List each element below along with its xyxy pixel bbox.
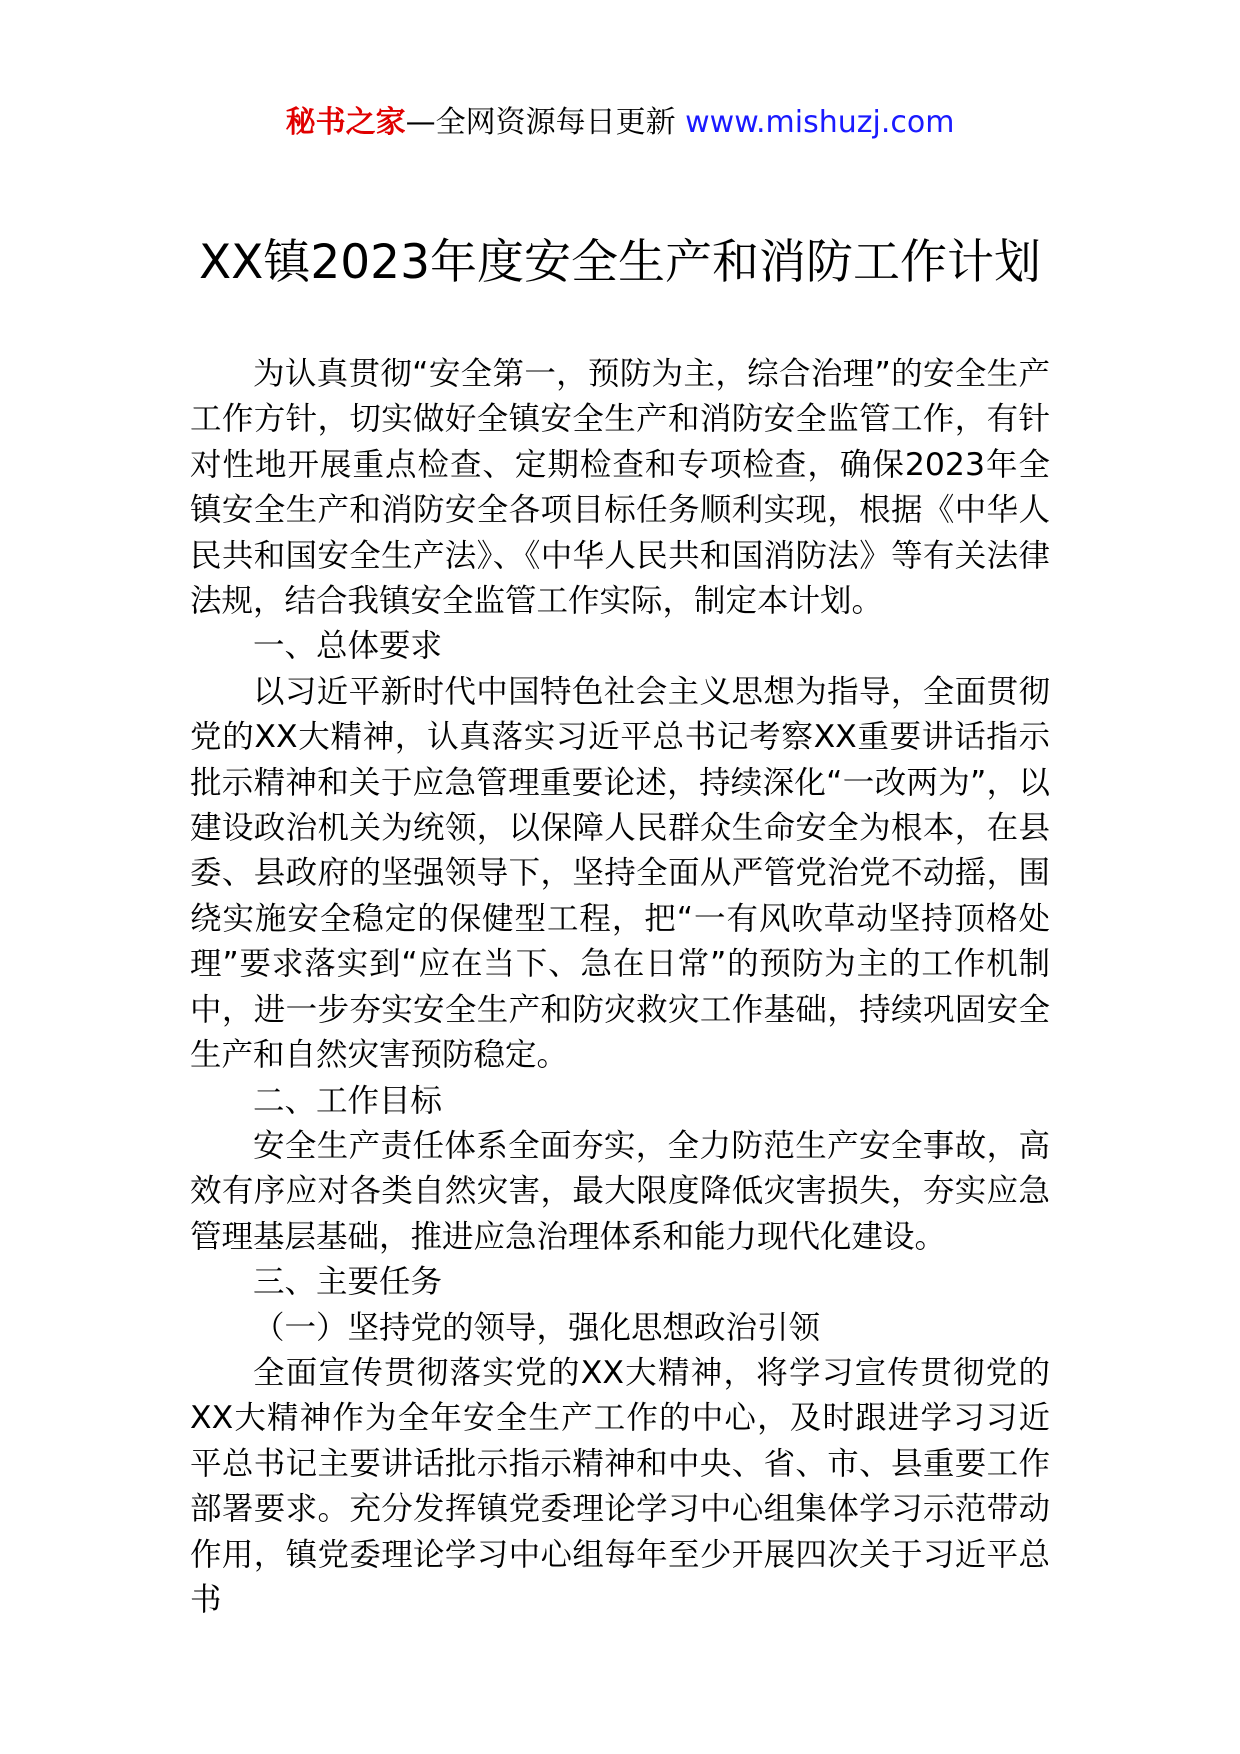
intro-paragraph: 为认真贯彻“安全第一，预防为主，综合治理”的安全生产工作方针，切实做好全镇安全生产和消防安全监管工作，有针对性地开展重点检查、定期检查和专项检查，确保2023年全镇安全生产和消防安全各项目标任务顺利实现，根据《中华人民共和国安全生产法》、《中华人民共和国消防法》等有关法律法规，结合我镇安全监管工作实际，制定本计划。 bbox=[190, 356, 1050, 620]
section-heading-overall-requirements: 一、总体要求 bbox=[253, 628, 443, 665]
section-paragraph-overall-requirements: 以习近平新时代中国特色社会主义思想为指导，全面贯彻党的XX大精神，认真落实习近平总书记考察XX重要讲话指示批示精神和关于应急管理重要论述，持续深化“一改两为”，以建设政治机关为统领，以保障人民群众生命安全为根本，在县委、县政府的坚强领导下，坚持全面从严管党治党不动摇，围绕实施安全稳定的保健型工程，把“一有风吹草动坚持顶格处理”要求落实到“应在当下、急在日常”的预防为主的工作机制中，进一步夯实安全生产和防灾救灾工作基础，持续巩固安全生产和自然灾害预防稳定。 bbox=[190, 673, 1050, 1074]
section-heading-main-tasks: 三、主要任务 bbox=[253, 1264, 443, 1301]
site-brand: 秘书之家 bbox=[285, 105, 406, 140]
site-banner bbox=[0, 100, 1240, 146]
document-title: XX镇2023年度安全生产和消防工作计划 bbox=[198, 235, 1041, 290]
site-slogan: —全网资源每日更新 bbox=[405, 105, 676, 140]
site-url-link[interactable]: www.mishuzj.com bbox=[685, 105, 955, 140]
document-body bbox=[190, 352, 1050, 1623]
subsection-paragraph-party-leadership: 全面宣传贯彻落实党的XX大精神，将学习宣传贯彻党的XX大精神作为全年安全生产工作的中心，及时跟进学习习近平总书记主要讲话批示指示精神和中央、省、市、县重要工作部署要求。充分发挥镇党委理论学习中心组集体学习示范带动作用，镇党委理论学习中心组每年至少开展四次关于习近平总书 bbox=[190, 1354, 1050, 1618]
section-heading-work-goals: 二、工作目标 bbox=[253, 1082, 443, 1119]
subsection-heading-party-leadership: （一）坚持党的领导，强化思想政治引领 bbox=[253, 1309, 821, 1346]
section-paragraph-work-goals: 安全生产责任体系全面夯实，全力防范生产安全事故，高效有序应对各类自然灾害，最大限度降低灾害损失，夯实应急管理基层基础，推进应急治理体系和能力现代化建设。 bbox=[190, 1127, 1050, 1255]
